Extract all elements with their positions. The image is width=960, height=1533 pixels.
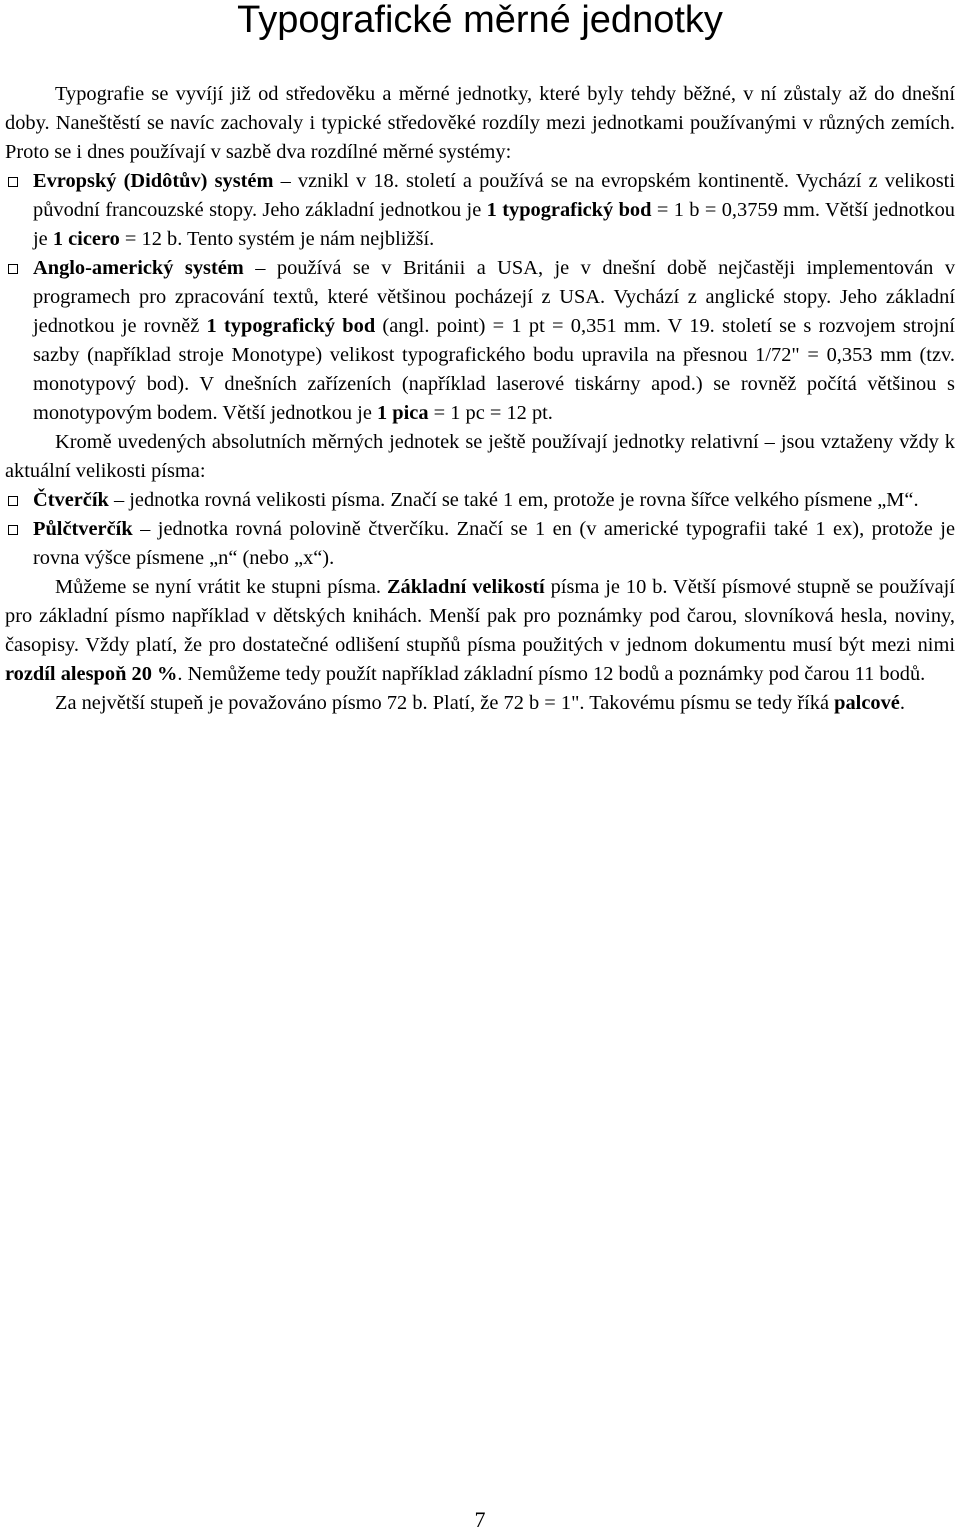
text: . Nemůžeme tedy použít například základní písmo 12 bodů a poznámky pod čarou 11 bodů.: [177, 663, 926, 685]
term-en: Půlčtverčík: [33, 518, 133, 540]
largest-size-paragraph: [5, 689, 955, 718]
text: = 1 pc = 12 pt.: [428, 402, 553, 424]
list-item-em: [5, 486, 955, 515]
text: (angl. point) = 1 pt = 0,351 mm. V 19. století se s rozvojem strojní sazby (například stroje Monotype) velikost typografického bodu upravila na přesnou 1/72" = 0,353 mm (tzv. monotypový bod). V dnešních zařízeních (například laserové tiskárny apod.) se rovněž počítá většinou s monotypovým bodem. Větší jednotkou je: [33, 315, 955, 424]
text: – jednotka rovná velikosti písma. Značí se také 1 em, protože je rovna šířce velkého písmene „M“.: [108, 489, 919, 511]
relative-units-list: [5, 486, 955, 573]
text: Za největší stupeň je považováno písmo 72 b. Platí, že 72 b = 1". Takovému písmu se tedy říká: [55, 692, 835, 714]
document-body: [5, 80, 955, 718]
bold-text: rozdíl alespoň 20 %: [5, 663, 178, 685]
bold-text: palcové: [834, 692, 900, 714]
checkbox-bullet-icon: [8, 264, 18, 274]
text: písma je 10 b. Větší písmové stupně se používají pro základní písmo například v dětských knihách. Menší pak pro poznámky pod čarou, slovníková hesla, noviny, časopisy. Vždy platí, že pro dostatečné odlišení stupňů písma použitých v jednom dokumentu musí být mezi nimi: [5, 576, 955, 656]
bold-text: 1 typografický bod: [486, 199, 652, 221]
checkbox-bullet-icon: [8, 525, 18, 535]
checkbox-bullet-icon: [8, 177, 18, 187]
term-european-system: Evropský (Didôtův) systém: [33, 170, 274, 192]
text: = 1 b = 0,3759 mm. Větší jednotkou je: [33, 199, 955, 250]
text: – vznikl v 18. století a používá se na evropském kontinentě. Vychází z velikosti původní francouzské stopy. Jeho základní jednotkou je: [33, 170, 955, 221]
text: Můžeme se nyní vrátit ke stupni písma.: [55, 576, 387, 598]
checkbox-bullet-icon: [8, 496, 18, 506]
bold-text: 1 cicero: [52, 228, 120, 250]
list-item-en: [5, 515, 955, 573]
font-size-paragraph: [5, 573, 955, 689]
term-em: Čtverčík: [33, 489, 109, 511]
text: – používá se v Británii a USA, je v dnešní době nejčastěji implementován v programech pro zpracování textů, které většinou pocházejí z USA. Vychází z anglické stopy. Jeho základní jednotkou je rovněž: [33, 257, 956, 337]
measurement-systems-list: [5, 167, 955, 428]
list-item-anglo-american-system: [5, 254, 955, 428]
page-number: 7: [474, 1507, 486, 1532]
text: – jednotka rovná polovině čtverčíku. Značí se 1 en (v americké typografii také 1 ex), protože je rovna výšce písmene „n“ (nebo „x“).: [33, 518, 955, 569]
term-anglo-american-system: Anglo-americký systém: [33, 257, 244, 279]
bold-text: 1 typografický bod: [206, 315, 376, 337]
text: = 12 b. Tento systém je nám nejbližší.: [119, 228, 435, 250]
bold-text: Základní velikostí: [386, 576, 545, 598]
page-title: Typografické měrné jednotky: [237, 0, 723, 41]
bold-text: 1 pica: [376, 402, 429, 424]
text: .: [899, 692, 905, 714]
list-item-european-system: [5, 167, 955, 254]
intro-paragraph: Typografie se vyvíjí již od středověku a měrné jednotky, které byly tehdy běžné, v ní zůstaly až do dnešní doby. Naneštěstí se navíc zachovaly i typické středověké rozdíly mezi jednotkami používanými v různých zemích. Proto se i dnes používají v sazbě dva rozdílné měrné systémy:: [5, 83, 955, 163]
relative-units-paragraph: Kromě uvedených absolutních měrných jednotek se ještě používají jednotky relativní – jsou vztaženy vždy k aktuální velikosti písma:: [5, 431, 955, 482]
